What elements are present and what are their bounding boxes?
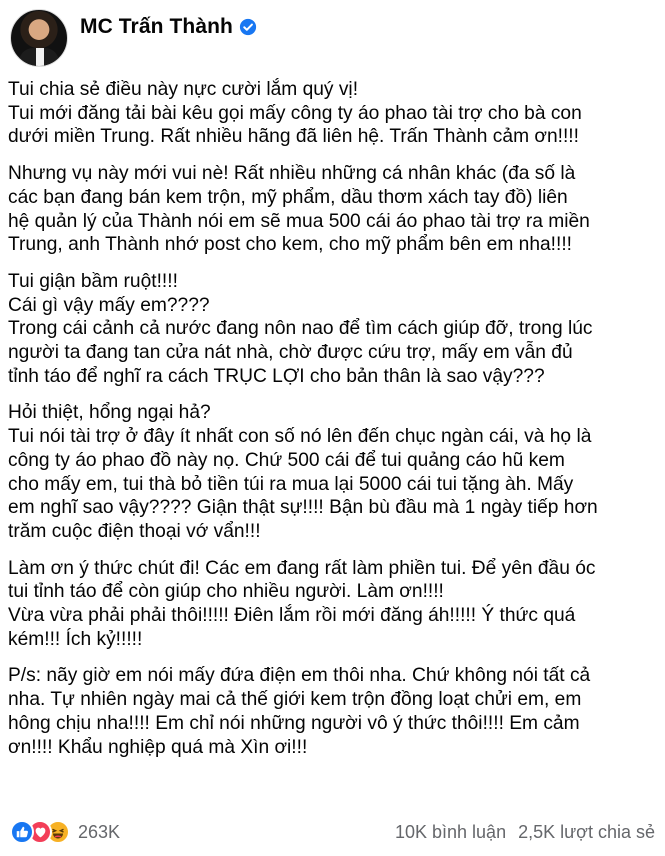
post-stats: [395, 822, 655, 843]
post-text-line: người ta đang tan cửa nát nhà, chờ được cứu trợ, mấy em vẫn đủ: [8, 342, 573, 364]
shares-count[interactable]: 2,5K lượt chia sẻ: [518, 821, 655, 842]
verified-badge-icon: [239, 18, 257, 36]
post-text-line: Trong cái cảnh cả nước đang nôn nao để tìm cách giúp đỡ, trong lúc: [8, 318, 593, 340]
post-text-line: kém!!! Ích kỷ!!!!!: [8, 628, 143, 650]
post-text-line: ơn!!!! Khẩu nghiệp quá mà Xìn ơi!!!: [8, 736, 308, 758]
post-body: [8, 78, 658, 772]
comments-count[interactable]: 10K bình luận: [394, 821, 507, 842]
reaction-count[interactable]: 263K: [78, 821, 121, 842]
post-text-line: Vừa vừa phải phải thôi!!!!! Điên lắm rồi mới đăng áh!!!!! Ý thức quá: [8, 605, 576, 627]
post-text-line: Tui chia sẻ điều này nực cười lắm quý vị!: [8, 79, 359, 100]
post-paragraph: [8, 78, 658, 149]
post-text-line: P/s: nãy giờ em nói mấy đứa điện em thôi nha. Chứ không nói tất cả: [8, 665, 591, 687]
post-text-line: Nhưng vụ này mới vui nè! Rất nhiều những cá nhân khác (đa số là: [8, 163, 576, 185]
post-text-line: tui tỉnh táo để còn giúp cho nhiều người. Làm ơn!!!!: [8, 581, 444, 603]
post-text-line: trăm cuộc điện thoại vớ vẩn!!!: [8, 520, 261, 542]
post-text-line: hông chịu nha!!!! Em chỉ nói những người vô ý thức thôi!!!! Em cảm: [8, 712, 580, 734]
post-text-line: Tui nói tài trợ ở đây ít nhất con số nó lên đến chục ngàn cái, và họ là: [8, 426, 592, 448]
like-icon: [10, 820, 34, 844]
post-text-line: hệ quản lý của Thành nói em sẽ mua 500 cái áo phao tài trợ ra miền: [8, 210, 590, 232]
post-paragraph: [8, 162, 658, 257]
post-text-line: Trung, anh Thành nhớ post cho kem, cho mỹ phẩm bên em nha!!!!: [8, 234, 573, 256]
post-text-line: tỉnh táo để nghĩ ra cách TRỤC LỢI cho bản thân là sao vậy???: [8, 365, 545, 387]
post-text-line: Cái gì vậy mấy em????: [8, 294, 210, 316]
reactions-summary[interactable]: [10, 820, 120, 844]
post-text-line: cho mấy em, tui thà bỏ tiền túi ra mua lại 5000 cái tui tặng àh. Mấy: [8, 473, 574, 495]
post-text-line: công ty áo phao đồ này nọ. Chứ 500 cái để tui quảng cáo hũ kem: [8, 449, 565, 471]
post-text-line: em nghĩ sao vậy???? Giận thật sự!!!! Bận bù đầu mà 1 ngày tiếp hơn: [8, 497, 598, 519]
post-text-line: Làm ơn ý thức chút đi! Các em đang rất làm phiền tui. Để yên đầu óc: [8, 557, 596, 579]
post-text-line: nha. Tự nhiên ngày mai cả thế giới kem trộn đồng loạt chửi em, em: [8, 689, 582, 711]
post-paragraph: [8, 557, 658, 652]
post-text-line: dưới miền Trung. Rất nhiều hãng đã liên hệ. Trấn Thành cảm ơn!!!!: [8, 126, 579, 148]
post-paragraph: [8, 270, 658, 389]
post-text-line: Tui mới đăng tải bài kêu gọi mấy công ty áo phao tài trợ cho bà con: [8, 102, 582, 124]
avatar[interactable]: [10, 9, 68, 67]
name-row: [80, 15, 257, 39]
post-text-line: Hỏi thiệt, hổng ngại hả?: [8, 402, 211, 424]
post-header: [10, 8, 257, 68]
avatar-shirt: [36, 48, 44, 66]
post-paragraph: [8, 401, 658, 543]
page-name[interactable]: MC Trấn Thành: [80, 15, 233, 38]
post-footer: [10, 818, 655, 846]
post-paragraph: [8, 664, 658, 759]
post-text-line: Tui giận bầm ruột!!!!: [8, 270, 178, 292]
post-text-line: các bạn đang bán kem trộn, mỹ phẩm, dầu thơm xách tay đồ) liên: [8, 186, 568, 208]
